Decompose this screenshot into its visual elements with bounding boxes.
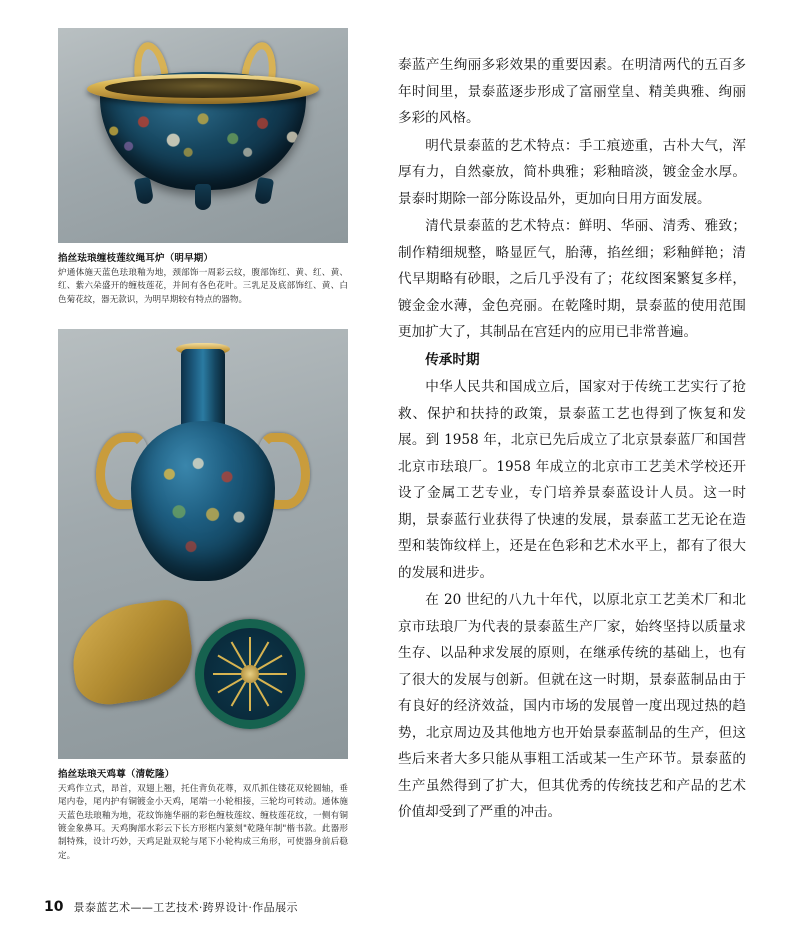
vase-body [131, 421, 275, 581]
paragraph-intro-continued: 泰蓝产生绚丽多彩效果的重要因素。在明清两代的五百多年时间里，景泰蓝逐步形成了富丽堂皇、精美典雅、绚丽多彩的风格。 [398, 57, 746, 126]
figure-caption-body: 炉通体施天蓝色珐琅釉为地，颈部饰一周彩云纹，腹部饰红、黄、红、黄、红、紫六朵盛开的缠枝莲花，并间有各色花叶。三乳足及底部饰红、黄、白色菊花纹，器无款识，为明早期较有特点的器物。 [58, 268, 348, 305]
paragraph-80s-90s: 在 20 世纪的八九十年代，以原北京工艺美术厂和北京市珐琅厂为代表的景泰蓝生产厂家，始终坚持以质量求生存、以品种求发展的原则，在继承传统的基础上，也有了很大的发展与创新。但就在这一时期，景泰蓝制品由于有良好的经济效益，国内市场的发展曾一度出现过热的趋势，北京周边及其他地方也开始景泰蓝制品的生产，但这些后来者大多只能从事粗工活或某一生产环节。景泰蓝的生产虽然得到了扩大，但其优秀的传统技艺和产品的艺术价值却受到了严重的冲击。 [398, 592, 746, 820]
figure-caption-body: 天鸡作立式，昂首，双翅上翘，托住背负花尊，双爪抓住镂花双轮圆轴，垂尾内卷，尾内护有铜镀金小天鸡，尾端一小轮相接，三轮均可转动。通体施天蓝色珐琅釉为地，花纹饰施华丽的彩色缠枝莲纹、缠枝莲花纹，一侧有铜镀金象鼻耳。天鸡胸部水彩云下长方形框内篆刻"乾隆年制"楷书款。此器形制特殊，设计巧妙，天鸡足趾双轮与尾下小轮构成三角形，可使器身前后稳定。 [58, 783, 348, 861]
photo-tripod-censer [58, 28, 348, 243]
left-column [58, 28, 348, 869]
wheel-hub [241, 665, 259, 683]
figure-caption-title: 掐丝珐琅缠枝莲纹绳耳炉（明早期） [58, 253, 214, 264]
openwork-wheel [195, 619, 305, 729]
page-footer [44, 899, 298, 915]
page-number: 10 [44, 899, 64, 915]
photo-rooster-zun [58, 329, 348, 759]
paragraph-qing-features: 清代景泰蓝的艺术特点：鲜明、华丽、清秀、雅致；制作精细规整，略显匠气，胎薄，掐丝细；彩釉鲜艳；清代早期略有砂眼，之后几乎没有了；花纹图案繁复多样，镀金金水薄，金色亮丽。在乾隆时期，景泰蓝的使用范围更加扩大了，其制品在宫廷内的应用已非常普遍。 [398, 218, 746, 340]
section-subheading: 传承时期 [425, 351, 480, 368]
body-text-column [398, 52, 746, 827]
paragraph-prc-founding: 中华人民共和国成立后，国家对于传统工艺实行了抢救、保护和扶持的政策，景泰蓝工艺也得到了恢复和发展。到 1958 年，北京已先后成立了北京景泰蓝厂和国营北京市珐琅厂。1958 年成立的北京市工艺美术学校还开设了金属工艺专业，专门培养景泰蓝设计人员。这一时期，景泰蓝行业获得了快速的发展，景泰蓝工艺无论在造型和装饰纹样上，还是在色彩和艺术水平上，都有了很大的发展和进步。 [398, 379, 746, 581]
paragraph-ming-features: 明代景泰蓝的艺术特点：手工痕迹重，古朴大气，浑厚有力，自然豪放，简朴典雅；彩釉暗淡，镀金金水厚。景泰时期除一部分陈设品外，更加向日用方面发展。 [398, 137, 746, 207]
censer-rim-inner [105, 78, 301, 98]
censer-leg [195, 184, 211, 210]
figure-cloisonne-rooster-zun [58, 329, 348, 863]
figure-caption-title: 掐丝珐琅天鸡尊（清乾隆） [58, 768, 175, 780]
figure-cloisonne-tripod-censer [58, 28, 348, 307]
footer-running-title: 景泰蓝艺术——工艺技术·跨界设计·作品展示 [73, 901, 298, 914]
